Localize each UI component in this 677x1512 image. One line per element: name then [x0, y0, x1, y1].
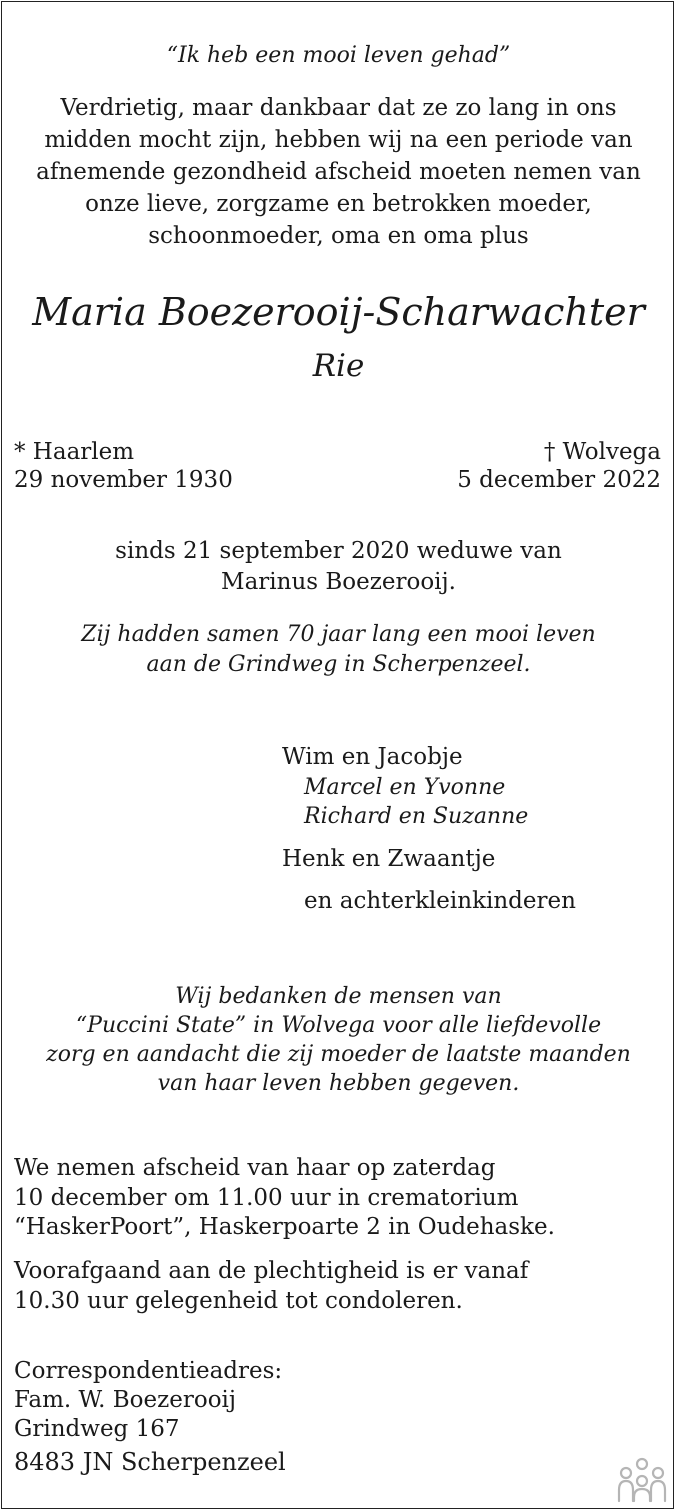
farewell-line-2: 10 december om 11.00 uur in crematorium: [14, 1185, 519, 1211]
widow-line-1: sinds 21 september 2020 weduwe van: [115, 538, 562, 564]
grandchildren-1: Marcel en Yvonne: [304, 775, 506, 800]
great-grandchildren: en achterkleinkinderen: [304, 888, 576, 914]
death-place: † Wolvega: [543, 439, 661, 465]
thanks-line-2: “Puccini State” in Wolvega voor alle liefdevolle: [75, 1013, 602, 1038]
family-couple-1: Wim en Jacobje: [282, 744, 463, 770]
widow-line-2: Marinus Boezerooij.: [221, 569, 456, 595]
people-group-icon: [617, 1457, 667, 1503]
together-line-1: Zij hadden samen 70 jaar lang een mooi leven: [81, 622, 596, 647]
address-name: Fam. W. Boezerooij: [14, 1387, 237, 1413]
birth-date: 29 november 1930: [14, 467, 233, 493]
birth-place: * Haarlem: [14, 439, 135, 465]
deceased-nickname: Rie: [312, 348, 365, 384]
deceased-name: Maria Boezerooij-Scharwachter: [32, 290, 645, 334]
quote: “Ik heb een mooi leven gehad”: [166, 43, 511, 68]
farewell-line-3: “HaskerPoort”, Haskerpoarte 2 in Oudehaske.: [14, 1214, 555, 1240]
death-date: 5 december 2022: [457, 467, 661, 493]
grandchildren-2: Richard en Suzanne: [304, 804, 529, 829]
farewell-line-1: We nemen afscheid van haar op zaterdag: [14, 1155, 496, 1181]
thanks-line-1: Wij bedanken de mensen van: [175, 984, 502, 1009]
intro-line-4: onze lieve, zorgzame en betrokken moeder,: [85, 191, 592, 217]
condolence-line-1: Voorafgaand aan de plechtigheid is er vanaf: [14, 1258, 529, 1284]
family-couple-2: Henk en Zwaantje: [282, 846, 496, 872]
thanks-line-3: zorg en aandacht die zij moeder de laatste maanden: [46, 1042, 631, 1067]
intro-line-5: schoonmoeder, oma en oma plus: [148, 223, 529, 249]
thanks-line-4: van haar leven hebben gegeven.: [157, 1071, 520, 1096]
condolence-line-2: 10.30 uur gelegenheid tot condoleren.: [14, 1288, 463, 1314]
intro-line-2: midden mocht zijn, hebben wij na een periode van: [44, 127, 633, 153]
intro-line-1: Verdrietig, maar dankbaar dat ze zo lang in ons: [60, 95, 617, 121]
address-city: 8483 JN Scherpenzeel: [14, 1448, 286, 1476]
address-label: Correspondentieadres:: [14, 1358, 283, 1384]
address-street: Grindweg 167: [14, 1416, 180, 1442]
intro-line-3: afnemende gezondheid afscheid moeten nemen van: [36, 159, 641, 185]
together-line-2: aan de Grindweg in Scherpenzeel.: [146, 652, 531, 677]
